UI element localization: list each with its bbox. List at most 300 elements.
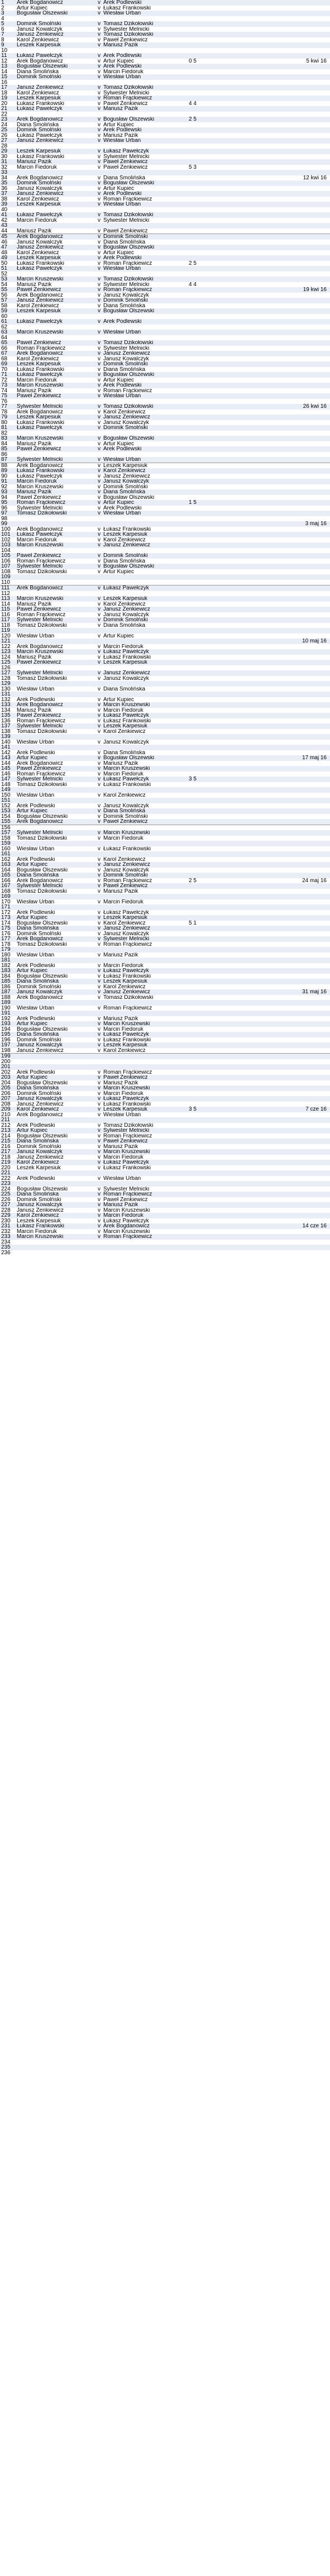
round-date: 14 cze 16 bbox=[302, 1223, 327, 1229]
versus-marker: v bbox=[98, 260, 101, 266]
match-score: 5 3 bbox=[189, 164, 197, 170]
versus-marker: v bbox=[98, 802, 101, 809]
table-row bbox=[0, 404, 330, 410]
table-row bbox=[0, 729, 330, 735]
table-row bbox=[0, 803, 330, 809]
home-player: Wiesław Urban bbox=[17, 1005, 55, 1011]
row-number: 8 bbox=[1, 36, 4, 43]
home-player: Bogusław Olszewski bbox=[17, 1186, 68, 1192]
versus-marker: v bbox=[98, 973, 101, 979]
row-number: 100 bbox=[1, 526, 11, 532]
home-player: Leszek Karpesiuk bbox=[17, 415, 61, 420]
versus-marker: v bbox=[98, 968, 101, 974]
table-row bbox=[0, 446, 330, 452]
away-player: Dominik Smolński bbox=[103, 361, 148, 367]
home-player: Tomasz Dzikołowski bbox=[17, 782, 67, 787]
home-player: Arek Podlewski bbox=[17, 1122, 55, 1128]
table-row bbox=[0, 1096, 330, 1102]
versus-marker: v bbox=[98, 670, 101, 676]
table-row bbox=[0, 202, 330, 207]
home-player: Arek Podlewski bbox=[17, 1069, 55, 1075]
table-row bbox=[0, 500, 330, 506]
versus-marker: v bbox=[98, 292, 101, 298]
table-row bbox=[0, 1170, 330, 1176]
row-number: 224 bbox=[1, 1185, 11, 1192]
versus-marker: v bbox=[98, 89, 101, 96]
home-player: Sylwester Melnicki bbox=[17, 883, 63, 889]
row-number: 38 bbox=[1, 196, 8, 202]
table-row bbox=[0, 506, 330, 511]
home-player: Łukasz Frankowski bbox=[17, 366, 65, 372]
table-row bbox=[0, 112, 330, 117]
home-player: Dominik Smolński bbox=[17, 1037, 61, 1042]
row-number: 181 bbox=[1, 957, 11, 963]
home-player: Mariusz Pazik bbox=[17, 601, 52, 607]
row-number: 86 bbox=[1, 451, 8, 458]
row-number: 41 bbox=[1, 212, 8, 218]
versus-marker: v bbox=[98, 249, 101, 256]
versus-marker: v bbox=[98, 174, 101, 181]
versus-marker: v bbox=[98, 1196, 101, 1203]
row-number: 200 bbox=[1, 1058, 11, 1065]
table-row bbox=[0, 883, 330, 889]
home-player: Mariusz Pazik bbox=[17, 441, 52, 446]
table-row bbox=[0, 1240, 330, 1245]
away-player: Marcin Kruszewski bbox=[103, 1149, 150, 1155]
row-number: 103 bbox=[1, 542, 11, 548]
row-number: 201 bbox=[1, 1064, 11, 1070]
row-number: 228 bbox=[1, 1207, 11, 1213]
away-player: Leszek Karpesiuk bbox=[103, 915, 147, 921]
away-player: Karol Zenkiewicz bbox=[103, 409, 146, 415]
versus-marker: v bbox=[98, 504, 101, 511]
versus-marker: v bbox=[98, 276, 101, 282]
row-number: 5 bbox=[1, 21, 4, 27]
versus-marker: v bbox=[98, 936, 101, 942]
round-date: 26 kwi 16 bbox=[303, 403, 327, 410]
row-number: 193 bbox=[1, 1021, 11, 1027]
table-row bbox=[0, 255, 330, 261]
away-player: Janusz Kowalczyk bbox=[103, 931, 149, 936]
versus-marker: v bbox=[98, 281, 101, 288]
row-number: 83 bbox=[1, 435, 8, 441]
away-player: Janusz Zenkiewicz bbox=[103, 607, 150, 612]
row-number: 1 bbox=[1, 0, 4, 6]
versus-marker: v bbox=[98, 675, 101, 682]
table-row bbox=[0, 553, 330, 559]
table-row bbox=[0, 857, 330, 863]
versus-marker: v bbox=[98, 1207, 101, 1213]
away-player: Łukasz Frankowski bbox=[103, 654, 151, 660]
versus-marker: v bbox=[98, 915, 101, 921]
away-player: Marcin Fiedoruk bbox=[103, 1154, 144, 1160]
home-player: Sylwester Melnicki bbox=[17, 777, 63, 782]
versus-marker: v bbox=[98, 297, 101, 303]
versus-marker: v bbox=[98, 951, 101, 958]
table-row bbox=[0, 415, 330, 420]
home-player: Tomasz Dzikołowski bbox=[17, 728, 67, 734]
table-row bbox=[0, 1070, 330, 1075]
away-player: Tomasz Dzikołowski bbox=[103, 994, 154, 1000]
versus-marker: v bbox=[98, 425, 101, 431]
table-row bbox=[0, 420, 330, 426]
home-player: Dominik Smolński bbox=[17, 1197, 61, 1202]
row-number: 78 bbox=[1, 408, 8, 415]
away-player: Bogusław Olszewski bbox=[103, 180, 155, 186]
away-player: Karol Zenkiewicz bbox=[103, 601, 146, 607]
home-player: Łukasz Pawełczyk bbox=[17, 372, 63, 378]
match-score: 1 5 bbox=[189, 499, 197, 506]
row-number: 94 bbox=[1, 494, 8, 501]
row-number: 84 bbox=[1, 440, 8, 447]
home-player: Marcin Kruszewski bbox=[17, 484, 64, 489]
table-row bbox=[0, 841, 330, 846]
away-player: Sylwester Melnicki bbox=[103, 345, 150, 351]
row-number: 210 bbox=[1, 1111, 11, 1118]
table-row bbox=[0, 479, 330, 484]
versus-marker: v bbox=[98, 499, 101, 506]
row-number: 30 bbox=[1, 153, 8, 160]
versus-marker: v bbox=[98, 526, 101, 532]
home-player: Artur Kupiec bbox=[17, 1021, 48, 1027]
home-player: Marcin Fiedoruk bbox=[17, 537, 57, 542]
row-number: 173 bbox=[1, 915, 11, 921]
home-player: Marcin Kruszewski bbox=[17, 330, 64, 335]
row-number: 95 bbox=[1, 499, 8, 506]
table-row bbox=[0, 681, 330, 687]
row-number: 178 bbox=[1, 941, 11, 947]
away-player: Paweł Zenkiewicz bbox=[103, 228, 148, 234]
table-row bbox=[0, 585, 330, 591]
away-player: Wiesław Urban bbox=[103, 74, 141, 80]
versus-marker: v bbox=[98, 164, 101, 170]
away-player: Tomasz Dzikołowski bbox=[103, 32, 154, 37]
home-player: Tomasz Dzikołowski bbox=[17, 622, 67, 628]
table-row bbox=[0, 410, 330, 415]
table-row bbox=[0, 532, 330, 537]
versus-marker: v bbox=[98, 377, 101, 383]
table-row bbox=[0, 393, 330, 399]
table-row bbox=[0, 740, 330, 745]
home-player: Arek Podlewski bbox=[17, 1016, 55, 1021]
home-player: Dominik Smolński bbox=[17, 931, 61, 936]
home-player: Łukasz Pawełczyk bbox=[17, 266, 63, 272]
versus-marker: v bbox=[98, 898, 101, 905]
row-number: 170 bbox=[1, 898, 11, 905]
row-number: 33 bbox=[1, 169, 8, 175]
table-row bbox=[0, 1160, 330, 1165]
row-number: 223 bbox=[1, 1180, 11, 1187]
away-player: Bogusław Olszewski bbox=[103, 117, 155, 122]
home-player: Artur Kupiec bbox=[17, 968, 48, 974]
home-player: Marcin Kruszewski bbox=[17, 436, 64, 441]
away-player: Artur Kupiec bbox=[103, 58, 135, 64]
home-player: Diana Smolińska bbox=[17, 1085, 59, 1091]
versus-marker: v bbox=[98, 830, 101, 836]
home-player: Karol Zenkiewicz bbox=[17, 250, 59, 255]
table-row bbox=[0, 468, 330, 474]
row-number: 230 bbox=[1, 1217, 11, 1224]
away-player: Diana Smolińska bbox=[103, 489, 146, 495]
away-player: Dominik Smolński bbox=[103, 298, 148, 303]
home-player: Marcin Kruszewski bbox=[17, 277, 64, 282]
home-player: Marcin Kruszewski bbox=[17, 1234, 64, 1240]
away-player: Arek Podlewski bbox=[103, 53, 142, 59]
versus-marker: v bbox=[98, 835, 101, 841]
versus-marker: v bbox=[98, 1106, 101, 1112]
home-player: Łukasz Pawełczyk bbox=[17, 473, 63, 479]
versus-marker: v bbox=[98, 601, 101, 607]
home-player: Wiesław Urban bbox=[17, 846, 55, 851]
home-player: Paweł Zenkiewicz bbox=[17, 393, 61, 399]
versus-marker: v bbox=[98, 702, 101, 708]
versus-marker: v bbox=[98, 1185, 101, 1192]
table-row bbox=[0, 979, 330, 984]
away-player: Wiesław Urban bbox=[103, 11, 141, 16]
table-row bbox=[0, 1091, 330, 1097]
row-number: 16 bbox=[1, 79, 8, 85]
away-player: Janusz Zenkiewicz bbox=[103, 926, 150, 931]
row-number: 214 bbox=[1, 1132, 11, 1139]
row-number: 217 bbox=[1, 1149, 11, 1155]
versus-marker: v bbox=[98, 845, 101, 852]
row-number: 203 bbox=[1, 1074, 11, 1080]
row-number: 140 bbox=[1, 739, 11, 745]
away-player: Marcin Kruszewski bbox=[103, 1207, 150, 1213]
home-player: Dominik Smolński bbox=[17, 1091, 61, 1096]
home-player: Arek Bogdanowicz bbox=[17, 1112, 63, 1117]
versus-marker: v bbox=[98, 1234, 101, 1240]
row-number: 79 bbox=[1, 414, 8, 420]
away-player: Janusz Kowalczyk bbox=[103, 356, 149, 361]
table-row bbox=[0, 489, 330, 495]
table-row bbox=[0, 1192, 330, 1197]
table-row bbox=[0, 899, 330, 905]
home-player: Bogusław Olszewski bbox=[17, 920, 68, 926]
row-number: 145 bbox=[1, 765, 11, 772]
row-number: 131 bbox=[1, 691, 11, 697]
away-player: Paweł Zenkiewicz bbox=[103, 159, 148, 165]
home-player: Janusz Kowalczyk bbox=[17, 239, 63, 245]
home-player: Paweł Zenkiewicz bbox=[17, 660, 61, 665]
table-row bbox=[0, 968, 330, 974]
home-player: Wiesław Urban bbox=[17, 952, 55, 958]
home-player: Bogusław Olszewski bbox=[17, 1133, 68, 1139]
table-row bbox=[0, 521, 330, 527]
versus-marker: v bbox=[98, 760, 101, 766]
versus-marker: v bbox=[98, 387, 101, 394]
versus-marker: v bbox=[98, 770, 101, 777]
home-player: Arek Podlewski bbox=[17, 697, 55, 702]
home-player: Janusz Zenkiewicz bbox=[17, 1154, 64, 1160]
away-player: Łukasz Frankowski bbox=[103, 718, 151, 723]
match-score: 3 5 bbox=[189, 776, 197, 782]
table-row bbox=[0, 266, 330, 272]
row-number: 76 bbox=[1, 398, 8, 404]
away-player: Łukasz Frankowski bbox=[103, 1165, 151, 1170]
versus-marker: v bbox=[98, 617, 101, 623]
table-row bbox=[0, 1075, 330, 1080]
away-player: Tomasz Dzikołowski bbox=[103, 404, 154, 410]
row-number: 88 bbox=[1, 462, 8, 469]
versus-marker: v bbox=[98, 909, 101, 916]
row-number: 124 bbox=[1, 654, 11, 660]
versus-marker: v bbox=[98, 563, 101, 569]
table-row bbox=[0, 122, 330, 128]
versus-marker: v bbox=[98, 95, 101, 101]
away-player: Wiesław Urban bbox=[103, 202, 141, 207]
row-number: 116 bbox=[1, 611, 10, 618]
row-number: 57 bbox=[1, 297, 8, 303]
away-player: Leszek Karpesiuk bbox=[103, 596, 147, 602]
versus-marker: v bbox=[98, 925, 101, 931]
home-player: Arek Bogdanowicz bbox=[17, 994, 63, 1000]
away-player: Leszek Karpesiuk bbox=[103, 1042, 147, 1048]
home-player: Paweł Zenkiewicz bbox=[17, 713, 61, 718]
round-date: 5 kwi 16 bbox=[306, 58, 327, 64]
away-player: Karol Zenkiewicz bbox=[103, 792, 146, 798]
versus-marker: v bbox=[98, 755, 101, 761]
home-player: Janusz Kowalczyk bbox=[17, 1042, 63, 1048]
table-row bbox=[0, 149, 330, 154]
round-date: 31 maj 16 bbox=[302, 989, 327, 995]
versus-marker: v bbox=[98, 350, 101, 356]
table-row bbox=[0, 48, 330, 54]
row-number: 69 bbox=[1, 361, 8, 367]
table-row bbox=[0, 1202, 330, 1208]
away-player: Sylwester Melnicki bbox=[103, 26, 150, 32]
versus-marker: v bbox=[98, 68, 101, 75]
row-number: 105 bbox=[1, 553, 11, 559]
row-number: 171 bbox=[1, 904, 11, 910]
table-row bbox=[0, 127, 330, 133]
row-number: 196 bbox=[1, 1036, 11, 1043]
away-player: Wiesław Urban bbox=[103, 457, 141, 463]
home-player: Diana Smolińska bbox=[17, 1032, 59, 1037]
away-player: Diana Smolińska bbox=[103, 175, 146, 180]
versus-marker: v bbox=[98, 723, 101, 729]
table-row bbox=[0, 846, 330, 852]
table-row bbox=[0, 340, 330, 346]
home-player: Wiesław Urban bbox=[17, 686, 55, 692]
away-player: Roman Frąckiewicz bbox=[103, 941, 152, 947]
row-number: 154 bbox=[1, 813, 11, 820]
away-player: Łukasz Frankowski bbox=[103, 1101, 151, 1107]
away-player: Sylwester Melnicki bbox=[103, 217, 150, 223]
away-player: Mariusz Pazik bbox=[103, 888, 138, 894]
away-player: Łukasz Pawełczyk bbox=[103, 713, 149, 718]
away-player: Łukasz Frankowski bbox=[103, 782, 151, 787]
away-player: Bogusław Olszewski bbox=[103, 308, 155, 314]
row-number: 40 bbox=[1, 206, 8, 213]
away-player: Roman Frąckiewicz bbox=[103, 1192, 152, 1197]
table-row bbox=[0, 431, 330, 436]
row-number: 232 bbox=[1, 1228, 11, 1235]
home-player: Karol Zenkiewicz bbox=[17, 1213, 59, 1218]
away-player: Sylwester Melnicki bbox=[103, 90, 150, 96]
table-row bbox=[0, 170, 330, 175]
table-row bbox=[0, 228, 330, 234]
table-row bbox=[0, 830, 330, 836]
versus-marker: v bbox=[98, 776, 101, 782]
table-row bbox=[0, 69, 330, 75]
away-player: Karol Zenkiewicz bbox=[103, 984, 146, 989]
row-number: 109 bbox=[1, 574, 11, 580]
table-row bbox=[0, 287, 330, 293]
table-row bbox=[0, 53, 330, 59]
row-number: 129 bbox=[1, 680, 11, 687]
home-player: Karol Zenkiewicz bbox=[17, 303, 59, 308]
away-player: Leszek Karpesiuk bbox=[103, 660, 147, 665]
row-number: 34 bbox=[1, 174, 8, 181]
table-row bbox=[0, 670, 330, 676]
row-number: 221 bbox=[1, 1170, 11, 1176]
home-player: Mariusz Pazik bbox=[17, 282, 52, 287]
versus-marker: v bbox=[98, 994, 101, 1001]
away-player: Janusz Kowalczyk bbox=[103, 867, 149, 873]
row-number: 186 bbox=[1, 983, 11, 990]
table-row bbox=[0, 777, 330, 782]
row-number: 73 bbox=[1, 382, 8, 388]
row-number: 13 bbox=[1, 63, 8, 69]
versus-marker: v bbox=[98, 26, 101, 32]
table-row bbox=[0, 319, 330, 325]
table-row bbox=[0, 569, 330, 575]
home-player: Arek Bogdanowicz bbox=[17, 819, 63, 825]
away-player: Marcin Fiedoruk bbox=[103, 771, 144, 777]
home-player: Artur Kupiec bbox=[17, 755, 48, 761]
table-row bbox=[0, 808, 330, 814]
table-row bbox=[0, 766, 330, 772]
versus-marker: v bbox=[98, 728, 101, 735]
table-row bbox=[0, 921, 330, 926]
versus-marker: v bbox=[98, 872, 101, 878]
away-player: Diana Smolińska bbox=[103, 808, 146, 814]
row-number: 10 bbox=[1, 47, 8, 54]
versus-marker: v bbox=[98, 1143, 101, 1150]
table-row bbox=[0, 1117, 330, 1123]
away-player: Paweł Zenkiewicz bbox=[103, 37, 148, 42]
away-player: Arek Podlewski bbox=[103, 127, 142, 133]
row-number: 118 bbox=[1, 622, 10, 628]
home-player: Janusz Zenkiewicz bbox=[17, 298, 64, 303]
away-player: Marcin Fiedoruk bbox=[103, 707, 144, 713]
table-row bbox=[0, 974, 330, 979]
versus-marker: v bbox=[98, 355, 101, 362]
versus-marker: v bbox=[98, 920, 101, 926]
versus-marker: v bbox=[98, 558, 101, 564]
versus-marker: v bbox=[98, 340, 101, 346]
row-number: 128 bbox=[1, 675, 11, 682]
row-number: 29 bbox=[1, 148, 8, 154]
row-number: 123 bbox=[1, 649, 11, 655]
home-player: Bogusław Olszewski bbox=[17, 1026, 68, 1032]
table-row bbox=[0, 91, 330, 96]
row-number: 52 bbox=[1, 270, 8, 277]
home-player: Arek Bogdanowicz bbox=[17, 351, 63, 356]
row-number: 236 bbox=[1, 1249, 11, 1256]
versus-marker: v bbox=[98, 132, 101, 139]
table-row bbox=[0, 223, 330, 228]
table-row bbox=[0, 37, 330, 43]
home-player: Sylwester Melnicki bbox=[17, 564, 63, 569]
away-player: Marcin Fiedoruk bbox=[103, 1026, 144, 1032]
home-player: Arek Podlewski bbox=[17, 963, 55, 968]
table-row bbox=[0, 463, 330, 469]
row-number: 44 bbox=[1, 227, 8, 234]
away-player: Arek Podlewski bbox=[103, 505, 142, 511]
row-number: 104 bbox=[1, 547, 11, 554]
